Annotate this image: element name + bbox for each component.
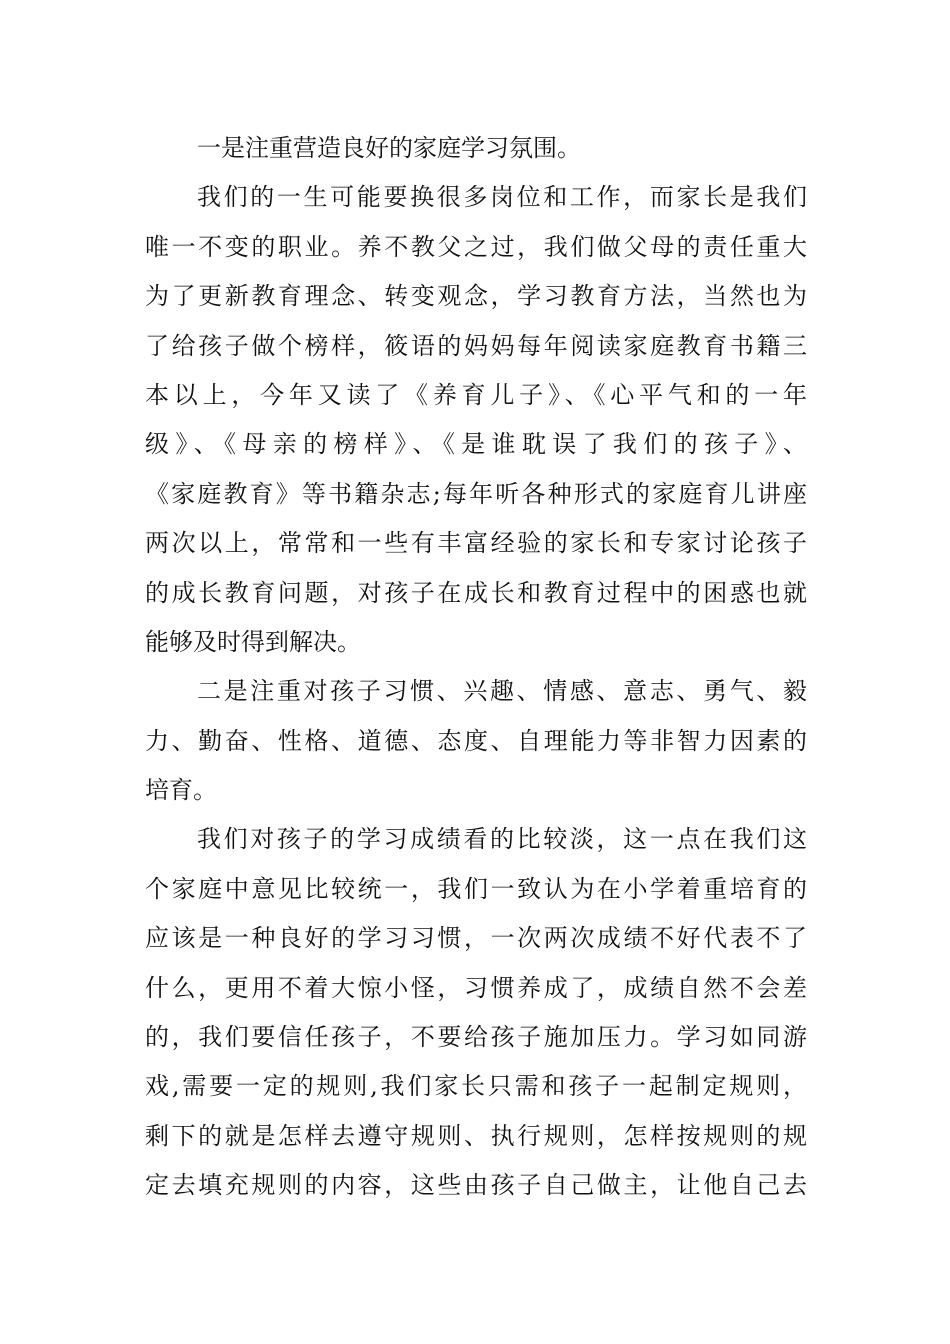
text-line: 了给孩子做个榜样，筱语的妈妈每年阅读家庭教育书籍三 (145, 331, 807, 360)
text-line: 能够及时得到解决。 (145, 627, 361, 656)
text-line: 《家庭教育》等书籍杂志;每年听各种形式的家庭育儿讲座 (145, 479, 807, 508)
text-line: 剩下的就是怎样去遵守规则、执行规则，怎样按规则的规 (145, 1121, 807, 1150)
text-line: 培育。 (145, 776, 217, 805)
text-line: 两次以上，常常和一些有丰富经验的家长和专家讨论孩子 (145, 529, 807, 558)
text-line: 定去填充规则的内容，这些由孩子自己做主，让他自己去 (145, 1171, 807, 1200)
text-line: 力、勤奋、性格、道德、态度、自理能力等非智力因素的 (145, 726, 807, 755)
text-line: 应该是一种良好的学习习惯，一次两次成绩不好代表不了 (145, 924, 807, 953)
text-line: 本以上，今年又读了《养育儿子》、《心平气和的一年 (145, 380, 807, 409)
text-line: 的，我们要信任孩子，不要给孩子施加压力。学习如同游 (145, 1023, 807, 1052)
text-line: 为了更新教育理念、转变观念，学习教育方法，当然也为 (145, 282, 807, 311)
text-line: 我们对孩子的学习成绩看的比较淡，这一点在我们这 (197, 825, 807, 854)
paragraph-heading-2: 二是注重对孩子习惯、兴趣、情感、意志、勇气、毅 (197, 677, 807, 706)
text-line: 戏,需要一定的规则,我们家长只需和孩子一起制定规则， (145, 1072, 807, 1101)
text-line: 级》、《母亲的榜样》、《是谁耽误了我们的孩子》、 (145, 430, 807, 459)
document-body (145, 124, 807, 1211)
text-line: 的成长教育问题，对孩子在成长和教育过程中的困惑也就 (145, 578, 807, 607)
text-line: 个家庭中意见比较统一，我们一致认为在小学着重培育的 (145, 874, 807, 903)
text-line: 我们的一生可能要换很多岗位和工作，而家长是我们 (197, 183, 807, 212)
text-line: 什么，更用不着大惊小怪，习惯养成了，成绩自然不会差 (145, 973, 807, 1002)
paragraph-heading-1: 一是注重营造良好的家庭学习氛围。 (197, 134, 581, 162)
text-line: 唯一不变的职业。养不教父之过，我们做父母的责任重大 (145, 232, 807, 261)
